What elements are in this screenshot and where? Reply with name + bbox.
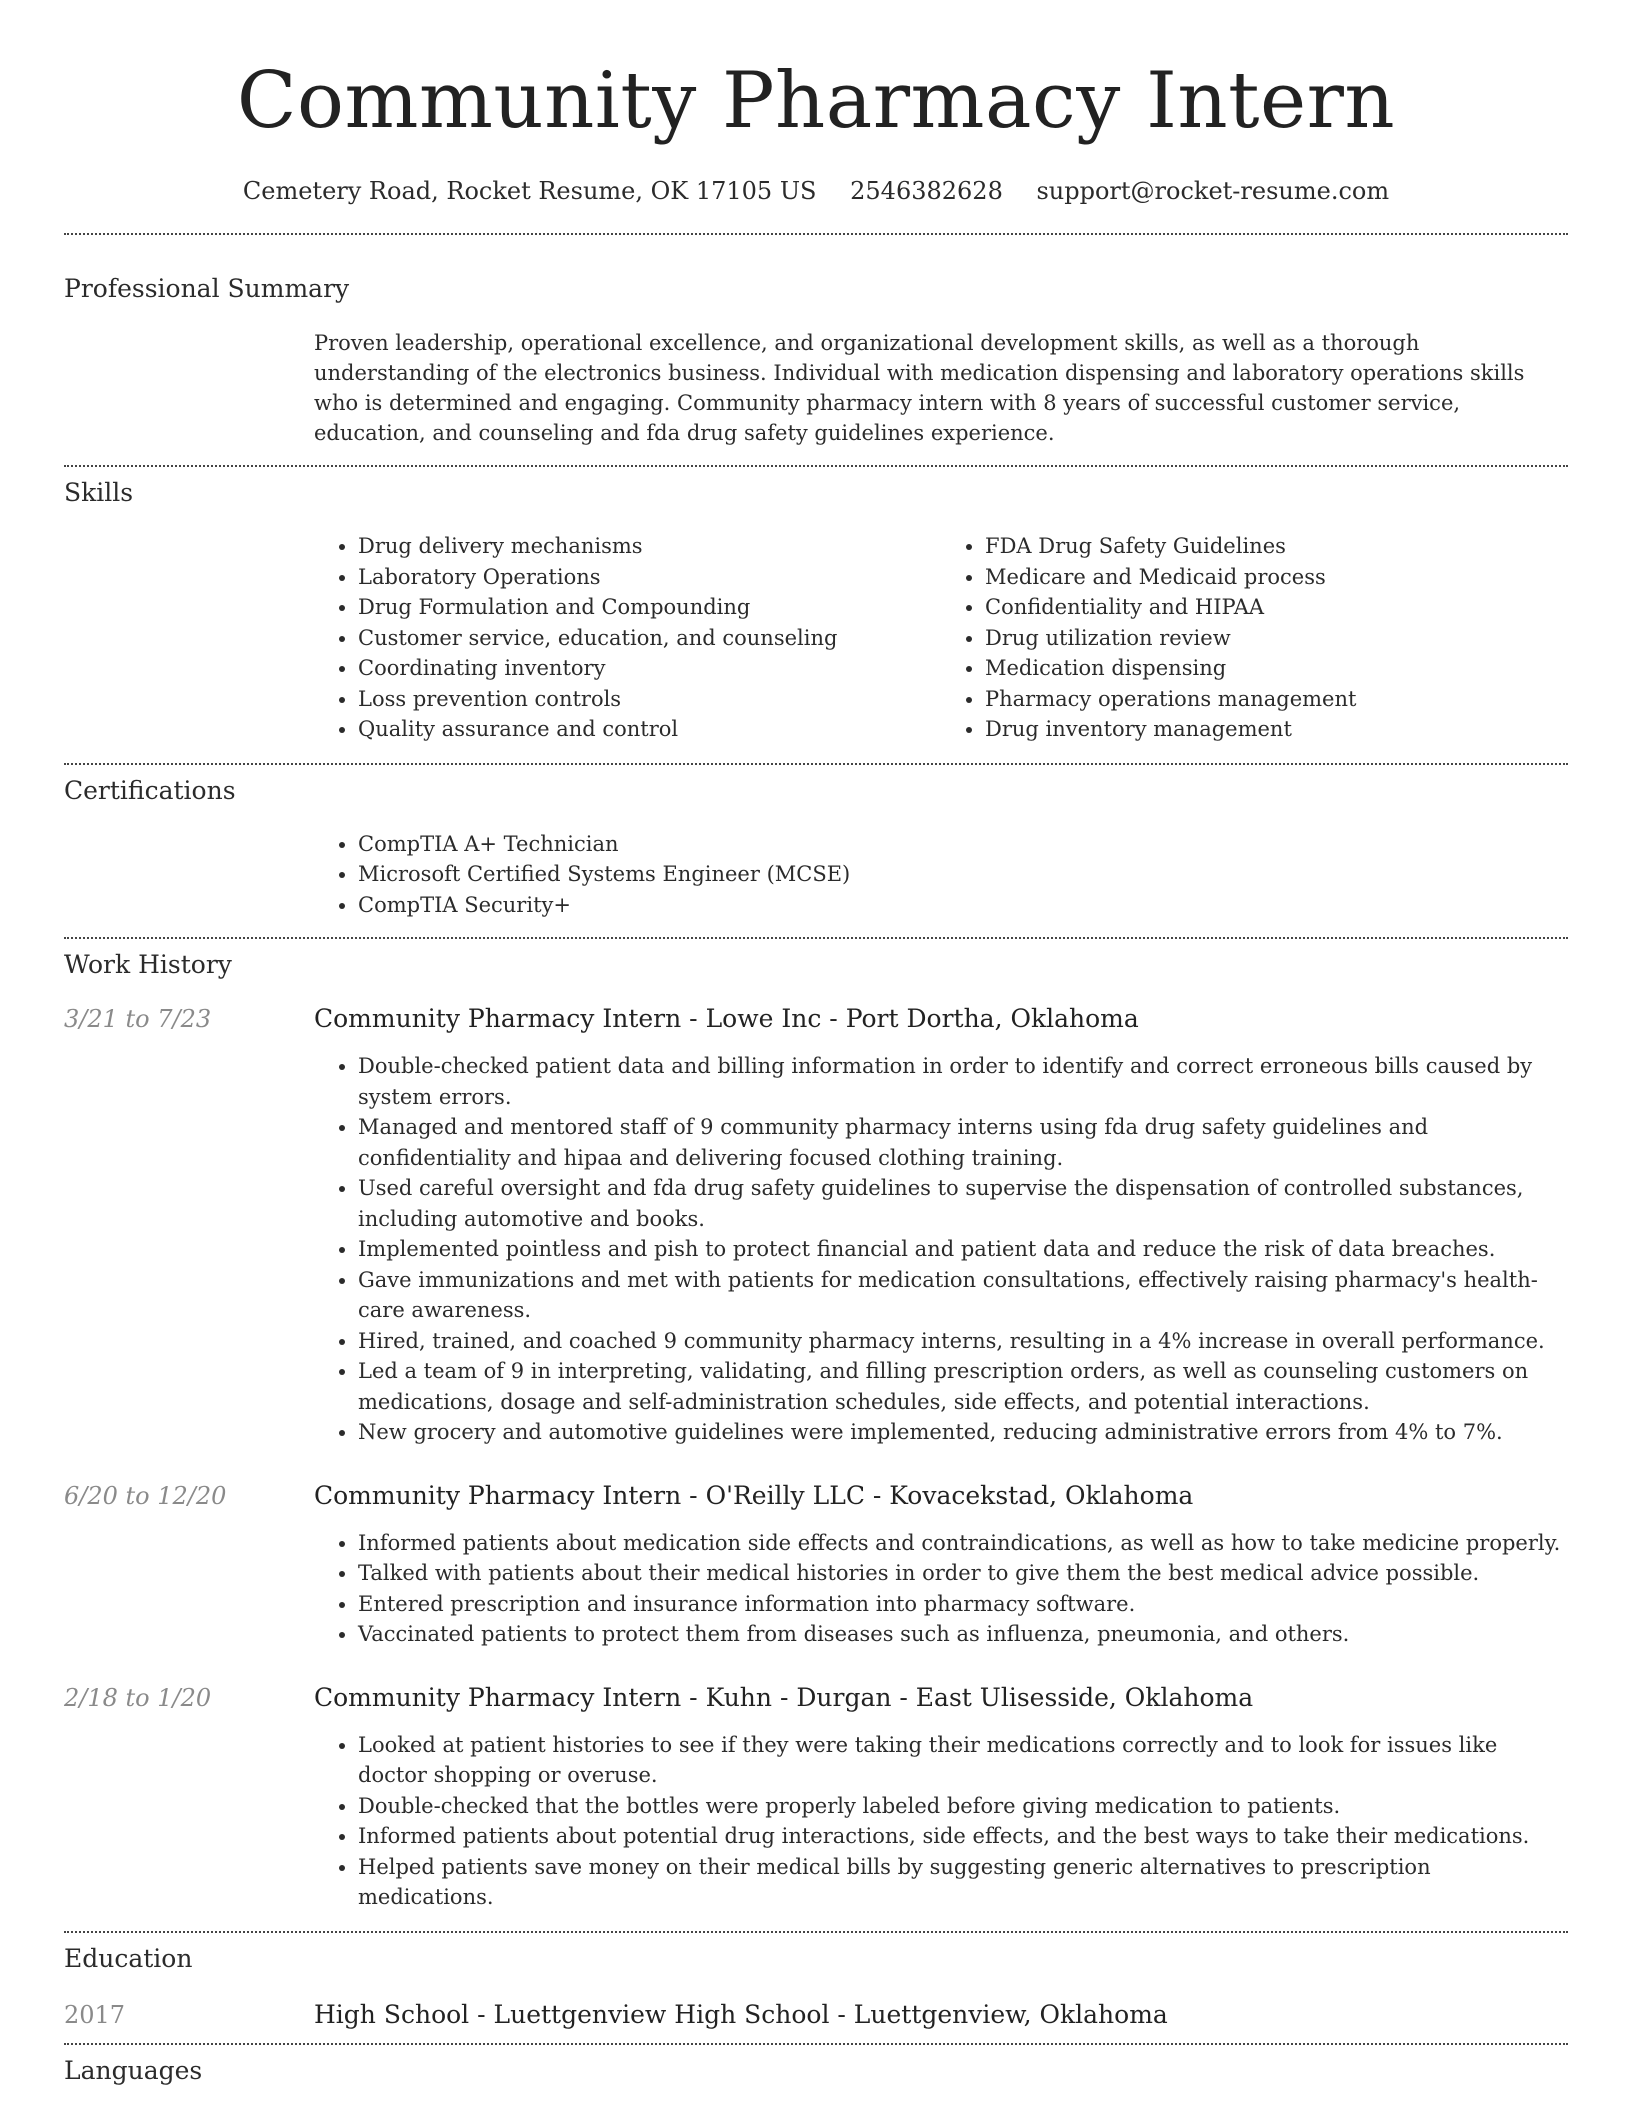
job-bullet: • Gave immunizations and met with patients for medication consultations, effectively raising pharmacy's health-care awareness. — [358, 1265, 1568, 1326]
work-history-list — [64, 1003, 1568, 1913]
summary-text: Proven leadership, operational excellence, and organizational development skills, as well as a thorough understanding of the electronics business. Individual with medication dispensing and laboratory operations skills who is determined and engaging. Community pharmacy intern with 8 years of successful customer service, education, and counseling and fda drug safety guidelines experience. — [314, 331, 1525, 445]
candidate-name: Community Pharmacy Intern — [236, 56, 1396, 146]
skills-column-right — [941, 531, 1568, 745]
job-bullet: • Informed patients about potential drug interactions, side effects, and the best ways to take their medications. — [358, 1821, 1568, 1852]
job-bullet: • Helped patients save money on their medical bills by suggesting generic alternatives to prescription medications. — [358, 1852, 1568, 1913]
certifications-heading: Certifications — [64, 775, 236, 805]
job-entry — [64, 1480, 1568, 1650]
skill-item: • Loss prevention controls — [358, 684, 941, 715]
job-date: 3/21 to 7/23 — [64, 1005, 212, 1033]
divider — [64, 2043, 1568, 2045]
skill-item: • FDA Drug Safety Guidelines — [985, 531, 1568, 562]
job-bullet: • Talked with patients about their medical histories in order to give them the best medical advice possible. — [358, 1558, 1568, 1589]
skill-item: • Customer service, education, and counseling — [358, 623, 941, 654]
contact-phone: 2546382628 — [850, 177, 1003, 205]
job-date: 2/18 to 1/20 — [64, 1683, 212, 1712]
skill-item: • Confidentiality and HIPAA — [985, 592, 1568, 623]
skills-list — [314, 531, 1568, 763]
job-entry — [64, 1682, 1568, 1913]
resume-page — [64, 0, 1568, 2087]
divider — [64, 1931, 1568, 1933]
skill-item: • Medication dispensing — [985, 653, 1568, 684]
education-title: High School - Luettgenview High School - Luettgenview, Oklahoma — [314, 1999, 1168, 2029]
job-bullet: • Double-checked that the bottles were properly labeled before giving medication to patients. — [358, 1791, 1568, 1822]
job-title: Community Pharmacy Intern - Lowe Inc - Port Dortha, Oklahoma — [314, 1004, 1139, 1033]
job-bullets — [314, 1051, 1568, 1448]
skills-heading: Skills — [64, 478, 134, 507]
contact-line — [64, 174, 1568, 208]
certification-item: • Microsoft Certified Systems Engineer (MCSE) — [358, 859, 1568, 890]
skill-item: • Medicare and Medicaid process — [985, 562, 1568, 593]
job-bullet: • Vaccinated patients to protect them from diseases such as influenza, pneumonia, and others. — [358, 1619, 1568, 1650]
divider — [64, 937, 1568, 939]
skill-item: • Drug inventory management — [985, 714, 1568, 745]
education-entry — [64, 1999, 1568, 2043]
job-bullet: • Implemented pointless and pish to protect financial and patient data and reduce the risk of data breaches. — [358, 1234, 1568, 1265]
job-bullet: • Hired, trained, and coached 9 community pharmacy interns, resulting in a 4% increase in overall performance. — [358, 1326, 1568, 1357]
job-bullet: • Entered prescription and insurance information into pharmacy software. — [358, 1589, 1568, 1620]
skill-item: • Quality assurance and control — [358, 714, 941, 745]
skill-item: • Drug delivery mechanisms — [358, 531, 941, 562]
skill-item: • Drug Formulation and Compounding — [358, 592, 941, 623]
job-title: Community Pharmacy Intern - Kuhn - Durgan - East Ulisesside, Oklahoma — [314, 1682, 1254, 1712]
languages-heading: Languages — [64, 2055, 203, 2085]
job-bullet: • Managed and mentored staff of 9 community pharmacy interns using fda drug safety guidelines and confidentiality and hipaa and delivering focused clothing training. — [358, 1112, 1568, 1173]
skill-item: • Pharmacy operations management — [985, 684, 1568, 715]
certification-item: • CompTIA A+ Technician — [358, 829, 1568, 860]
job-title: Community Pharmacy Intern - O'Reilly LLC - Kovacekstad, Oklahoma — [314, 1480, 1194, 1510]
summary-heading: Professional Summary — [64, 274, 350, 303]
divider — [64, 233, 1568, 235]
divider — [64, 763, 1568, 765]
divider — [64, 465, 1568, 467]
job-bullet: • Used careful oversight and fda drug safety guidelines to supervise the dispensation of controlled substances, including automotive and books. — [358, 1173, 1568, 1234]
job-bullets — [314, 1528, 1568, 1650]
work-heading: Work History — [64, 950, 232, 979]
job-date: 6/20 to 12/20 — [64, 1481, 227, 1510]
skill-item: • Drug utilization review — [985, 623, 1568, 654]
job-bullet: • Led a team of 9 in interpreting, validating, and filling prescription orders, as well as counseling customers on medications, dosage and self-administration schedules, side effects, and potential interactions. — [358, 1356, 1568, 1417]
contact-address: Cemetery Road, Rocket Resume, OK 17105 US — [242, 177, 817, 205]
job-bullet: • New grocery and automotive guidelines were implemented, reducing administrative errors from 4% to 7%. — [358, 1417, 1568, 1448]
contact-email: support@rocket-resume.com — [1036, 177, 1390, 205]
education-heading: Education — [64, 1943, 193, 1973]
skill-item: • Laboratory Operations — [358, 562, 941, 593]
certifications-items — [314, 829, 1568, 921]
job-bullets — [314, 1730, 1568, 1913]
skill-item: • Coordinating inventory — [358, 653, 941, 684]
job-bullet: • Double-checked patient data and billing information in order to identify and correct erroneous bills caused by system errors. — [358, 1051, 1568, 1112]
certifications-list — [314, 829, 1568, 938]
job-entry — [64, 1003, 1568, 1448]
job-bullet: • Looked at patient histories to see if they were taking their medications correctly and to look for issues like doctor shopping or overuse. — [358, 1730, 1568, 1791]
education-date: 2017 — [64, 2000, 126, 2029]
job-bullet: • Informed patients about medication side effects and contraindications, as well as how to take medicine properly. — [358, 1528, 1568, 1559]
skills-column-left — [314, 531, 941, 745]
certification-item: • CompTIA Security+ — [358, 890, 1568, 921]
